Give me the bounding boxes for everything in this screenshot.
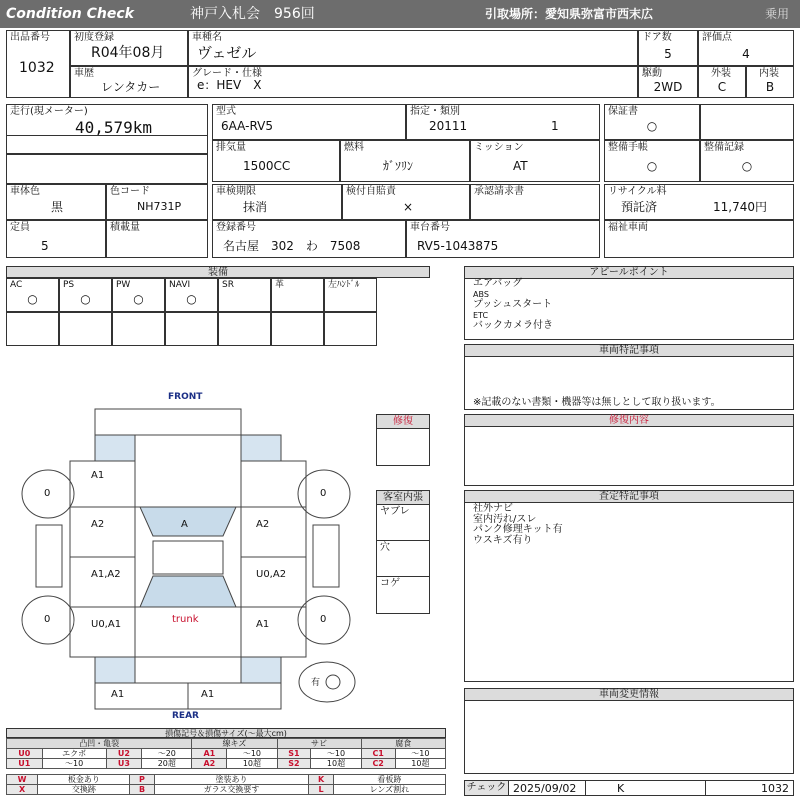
roof-mark: A xyxy=(181,519,188,530)
equipment-cell xyxy=(324,278,377,312)
load-cell xyxy=(106,220,208,258)
chassis-label: 車台番号 xyxy=(410,222,450,233)
capacity-value: 5 xyxy=(41,239,49,253)
records-cell xyxy=(700,140,794,182)
doors-cell xyxy=(638,30,698,66)
legend-code: U2 xyxy=(106,749,142,759)
legend-codes-table xyxy=(6,774,446,795)
history-cell xyxy=(70,66,188,98)
windshield-shape xyxy=(140,507,236,536)
repair-content-panel xyxy=(464,414,794,486)
interior-item-hole: 穴 xyxy=(380,542,390,553)
panel-line: ABS xyxy=(473,289,489,299)
legend-code: X xyxy=(7,785,38,795)
history-label: 車歴 xyxy=(74,68,94,79)
lot-label: 出品番号 xyxy=(10,32,50,43)
color-value: 黒 xyxy=(51,200,64,214)
designation-value: 20111 xyxy=(429,119,468,133)
legend-desc: レンズ割れ xyxy=(333,785,445,795)
insurance-label: 検付自賠責 xyxy=(346,186,396,197)
rear-bumper-right-mark: A1 xyxy=(201,689,215,700)
chassis-value: RV5-1043875 xyxy=(417,239,499,253)
fuel-label: 燃料 xyxy=(344,142,364,153)
exterior-value: C xyxy=(717,80,727,94)
legend-code: S1 xyxy=(277,749,311,759)
manual-label: 整備手帳 xyxy=(608,142,648,153)
front-left-fender-mark: A1 xyxy=(91,470,105,481)
exterior-label: 外装 xyxy=(711,68,731,79)
recycle-cell xyxy=(604,184,794,220)
legend-code: U0 xyxy=(7,749,43,759)
rear-bumper-left-mark: A1 xyxy=(111,689,125,700)
equipment-empty-cell xyxy=(271,312,324,346)
fuel-value: ｶﾞｿﾘﾝ xyxy=(383,159,414,173)
recycle-status: 預託済 xyxy=(621,200,658,214)
legend-code: A1 xyxy=(192,749,227,759)
left-mirror-shape xyxy=(36,525,62,587)
equipment-empty-cell xyxy=(324,312,377,346)
first-reg-label: 初度登録 xyxy=(74,32,114,43)
panel-line: エアバッグ xyxy=(473,278,523,289)
equipment-label: NAVI xyxy=(169,280,191,290)
interior-row-1 xyxy=(377,505,429,541)
legend-size: エクボ xyxy=(42,749,106,759)
equipment-title: 装備 xyxy=(6,266,430,278)
equipment-empty-cell xyxy=(59,312,112,346)
special-title: 車両特記事項 xyxy=(465,345,793,357)
model-name-cell xyxy=(188,30,638,66)
panel-line: 室内汚れ/スレ xyxy=(473,513,537,525)
inspection-value: 抹消 xyxy=(243,200,268,214)
header-bar xyxy=(0,0,800,28)
mileage-empty-cell xyxy=(6,154,208,184)
assessment-title: 査定特記事項 xyxy=(465,491,793,503)
color-label: 車体色 xyxy=(10,186,40,197)
interior-item-burn: コゲ xyxy=(380,578,400,589)
legend-code: P xyxy=(130,775,154,785)
appeal-panel xyxy=(464,266,794,340)
lot-number: 1032 xyxy=(19,60,55,76)
equipment-label: 革 xyxy=(275,280,285,290)
interior-row-3 xyxy=(377,577,429,613)
legend-group-rust: サビ xyxy=(277,739,361,749)
trunk-label: trunk xyxy=(172,614,199,625)
warranty-value: ○ xyxy=(646,119,658,133)
equipment-label: PS xyxy=(63,280,75,290)
score-cell xyxy=(698,30,794,66)
tire-rear-left-value: 0 xyxy=(44,614,51,625)
legend-size: 〜10 xyxy=(395,749,445,759)
legend-size: 〜10 xyxy=(42,759,106,769)
inspection-label: 車検期限 xyxy=(216,186,256,197)
capacity-label: 定員 xyxy=(10,222,30,233)
displacement-cell xyxy=(212,140,340,182)
brand-title: Condition Check xyxy=(6,6,134,22)
assessment-panel xyxy=(464,490,794,682)
rear-left-quarter-mark: U0,A1 xyxy=(91,619,122,630)
equipment-label: SR xyxy=(222,280,234,290)
welfare-label: 福祉車両 xyxy=(608,222,648,233)
mileage-label: 走行(現メーター) xyxy=(10,106,88,117)
rear-label: REAR xyxy=(172,711,199,721)
pickup-location: 引取場所：愛知県弥富市西末広 xyxy=(485,7,654,21)
rear-window-shape xyxy=(140,576,236,607)
records-label: 整備記録 xyxy=(704,142,744,153)
front-right-door-mark: A2 xyxy=(256,519,270,530)
appeal-title: アピールポイント xyxy=(465,267,793,279)
special-panel xyxy=(464,344,794,410)
color-code-cell xyxy=(106,184,208,220)
interior-box xyxy=(376,490,430,614)
load-label: 積載量 xyxy=(110,222,140,233)
legend-size: 10超 xyxy=(395,759,445,769)
legend-size: 〜10 xyxy=(227,749,277,759)
rear-right-quarter-mark: A1 xyxy=(256,619,270,630)
front-label: FRONT xyxy=(168,392,203,402)
legend-code: B xyxy=(130,785,154,795)
check-row xyxy=(464,780,794,796)
repair-content-title: 修復内容 xyxy=(465,415,793,427)
mileage-value: 40,579km xyxy=(75,118,153,137)
tire-front-left-value: 0 xyxy=(44,488,51,499)
legend-code: A2 xyxy=(192,759,227,769)
exterior-cell xyxy=(698,66,746,98)
equipment-label: PW xyxy=(116,280,131,290)
equipment-value: ○ xyxy=(80,292,91,306)
legend-code: W xyxy=(7,775,38,785)
appeal-lines xyxy=(473,279,553,332)
history-value: レンタカー xyxy=(101,80,161,94)
warranty-label: 保証書 xyxy=(608,106,638,117)
score-value: 4 xyxy=(742,47,750,61)
inspection-cell xyxy=(212,184,342,220)
check-by: K xyxy=(617,782,625,795)
front-right-corner xyxy=(241,435,281,461)
equipment-cell xyxy=(112,278,165,312)
equipment-value: ○ xyxy=(27,292,38,306)
legend-code: L xyxy=(309,785,333,795)
displacement-value: 1500CC xyxy=(243,159,291,173)
legend-code: C1 xyxy=(361,749,395,759)
hood-shape xyxy=(135,435,241,507)
designation-label: 指定・類別 xyxy=(410,106,460,117)
type-value: 6AA-RV5 xyxy=(221,119,273,133)
tire-front-right-value: 0 xyxy=(320,488,327,499)
auction-name: 神戸入札会 956回 xyxy=(190,6,315,22)
recycle-label: リサイクル料 xyxy=(608,186,667,197)
color-code-value: NH731P xyxy=(137,200,182,213)
right-mirror-shape xyxy=(313,525,339,587)
panel-line: ウスキズ有り xyxy=(473,534,533,546)
panel-line: バックカメラ付き xyxy=(473,320,553,331)
doors-label: ドア数 xyxy=(642,32,672,43)
color-code-label: 色コード xyxy=(110,186,150,197)
doors-value: 5 xyxy=(664,47,672,61)
assessment-lines xyxy=(473,504,563,546)
legend-group-dent: 凸凹・亀裂 xyxy=(7,739,192,749)
lot-cell xyxy=(6,30,70,98)
spare-tire-hub xyxy=(326,675,340,689)
equipment-cell xyxy=(165,278,218,312)
panel-line: 社外ナビ xyxy=(473,503,513,514)
approval-label: 承認請求書 xyxy=(474,186,524,197)
check-divider-2 xyxy=(705,781,706,795)
legend-desc: 看板跡 xyxy=(333,775,445,785)
equipment-label: AC xyxy=(10,280,23,290)
rear-left-corner xyxy=(95,657,135,683)
check-label: チェック xyxy=(465,781,509,795)
warranty-empty-cell xyxy=(700,104,794,140)
mileage-divider xyxy=(7,135,207,136)
approval-cell xyxy=(470,184,600,220)
legend-group-scratch: 線キズ xyxy=(192,739,277,749)
legend-size: 20超 xyxy=(142,759,192,769)
legend-code: C2 xyxy=(361,759,395,769)
changes-panel xyxy=(464,688,794,774)
warranty-cell xyxy=(604,104,700,140)
equipment-empty-cell xyxy=(165,312,218,346)
drive-value: 2WD xyxy=(653,80,683,94)
equipment-cell xyxy=(59,278,112,312)
reg-no-label: 登録番号 xyxy=(216,222,256,233)
legend-size: 10超 xyxy=(227,759,277,769)
displacement-label: 排気量 xyxy=(216,142,246,153)
mission-label: ミッション xyxy=(474,142,524,153)
insurance-cell xyxy=(342,184,470,220)
legend-size: 〜10 xyxy=(311,749,361,759)
interior-label: 内装 xyxy=(759,68,779,79)
right-quarter-shape xyxy=(241,607,306,657)
right-rear-door-shape xyxy=(241,557,306,607)
recycle-fee: 11,740円 xyxy=(713,200,767,214)
drive-cell xyxy=(638,66,698,98)
roof-shape xyxy=(153,541,223,574)
usage-type: 乗用 xyxy=(765,7,790,21)
legend-code: K xyxy=(309,775,333,785)
legend-desc: 塗装あり xyxy=(154,775,309,785)
left-quarter-shape xyxy=(70,607,135,657)
legend-title: 損傷記号＆損傷サイズ(〜最大cm) xyxy=(6,728,446,738)
equipment-empty-cell xyxy=(112,312,165,346)
interior-row-2 xyxy=(377,541,429,577)
reg-no-value: 名古屋 302 わ 7508 xyxy=(223,239,361,253)
mission-cell xyxy=(470,140,600,182)
interior-value: B xyxy=(765,80,775,94)
legend-desc: 交換跡 xyxy=(38,785,130,795)
welfare-cell xyxy=(604,220,794,258)
first-reg-cell xyxy=(70,30,188,66)
legend-desc: ガラス交換要す xyxy=(154,785,309,795)
fuel-cell xyxy=(340,140,470,182)
rear-right-door-mark: U0,A2 xyxy=(256,569,287,580)
left-front-door-shape xyxy=(70,507,135,557)
equipment-value: ○ xyxy=(186,292,197,306)
panel-line: パンク修理キット有 xyxy=(473,524,563,535)
mission-value: AT xyxy=(513,159,528,173)
mileage-cell xyxy=(6,104,208,154)
equipment-label: 左ﾊﾝﾄﾞﾙ xyxy=(328,280,360,290)
left-fender-shape xyxy=(70,461,135,507)
legend-size: 10超 xyxy=(311,759,361,769)
score-label: 評価点 xyxy=(702,32,732,43)
insurance-value: × xyxy=(403,200,414,214)
check-date: 2025/09/02 xyxy=(513,782,577,795)
legend-table xyxy=(6,738,446,769)
reg-no-cell xyxy=(212,220,406,258)
type-label: 型式 xyxy=(216,106,236,117)
spare-tire-shape xyxy=(299,662,355,702)
drive-label: 駆動 xyxy=(642,68,662,79)
interior-cell xyxy=(746,66,794,98)
repair-box xyxy=(376,414,430,466)
panel-line: ETC xyxy=(473,310,489,320)
front-bumper-shape xyxy=(95,409,241,435)
type-cell xyxy=(212,104,406,140)
rear-panel-shape xyxy=(135,657,241,683)
interior-box-title: 客室内張 xyxy=(377,491,429,505)
first-reg-value: R04年08月 xyxy=(91,45,165,61)
legend-code: U3 xyxy=(106,759,142,769)
capacity-cell xyxy=(6,220,106,258)
equipment-cell xyxy=(218,278,271,312)
check-divider-1 xyxy=(585,781,586,795)
interior-item-tear: ヤブレ xyxy=(380,506,410,517)
grade-value: e：HEV X xyxy=(197,78,262,92)
equipment-grid xyxy=(6,278,430,346)
right-fender-shape xyxy=(241,461,306,507)
panel-line: プッシュスタート xyxy=(473,299,553,310)
legend-code: S2 xyxy=(277,759,311,769)
right-front-door-shape xyxy=(241,507,306,557)
tire-rear-right-value: 0 xyxy=(320,614,327,625)
grade-cell xyxy=(188,66,638,98)
rear-right-corner xyxy=(241,657,281,683)
special-note: ※記載のない書類・機器等は無しとして取り扱います。 xyxy=(473,397,721,408)
model-name-label: 車種名 xyxy=(192,32,222,43)
front-left-corner xyxy=(95,435,135,461)
records-value: ○ xyxy=(741,159,753,173)
repair-box-label: 修復 xyxy=(377,415,429,429)
legend-group-corrosion: 腐食 xyxy=(361,739,445,749)
color-cell xyxy=(6,184,106,220)
equipment-empty-cell xyxy=(218,312,271,346)
model-name-value: ヴェゼル xyxy=(197,44,257,62)
equipment-cell xyxy=(6,278,59,312)
check-lot: 1032 xyxy=(761,782,789,795)
manual-cell xyxy=(604,140,700,182)
legend-desc: 板金あり xyxy=(38,775,130,785)
manual-value: ○ xyxy=(646,159,658,173)
front-left-door-mark: A2 xyxy=(91,519,105,530)
designation-cell xyxy=(406,104,600,140)
spare-tire-label: 有 xyxy=(311,678,321,688)
equipment-cell xyxy=(271,278,324,312)
category-value: 1 xyxy=(551,119,559,133)
legend-code: U1 xyxy=(7,759,43,769)
changes-title: 車両変更情報 xyxy=(465,689,793,701)
left-rear-door-shape xyxy=(70,557,135,607)
legend-size: 〜20 xyxy=(142,749,192,759)
equipment-value: ○ xyxy=(133,292,144,306)
rear-left-door-mark: A1,A2 xyxy=(91,569,121,580)
equipment-empty-cell xyxy=(6,312,59,346)
grade-label: グレード・仕様 xyxy=(192,68,262,79)
chassis-cell xyxy=(406,220,600,258)
